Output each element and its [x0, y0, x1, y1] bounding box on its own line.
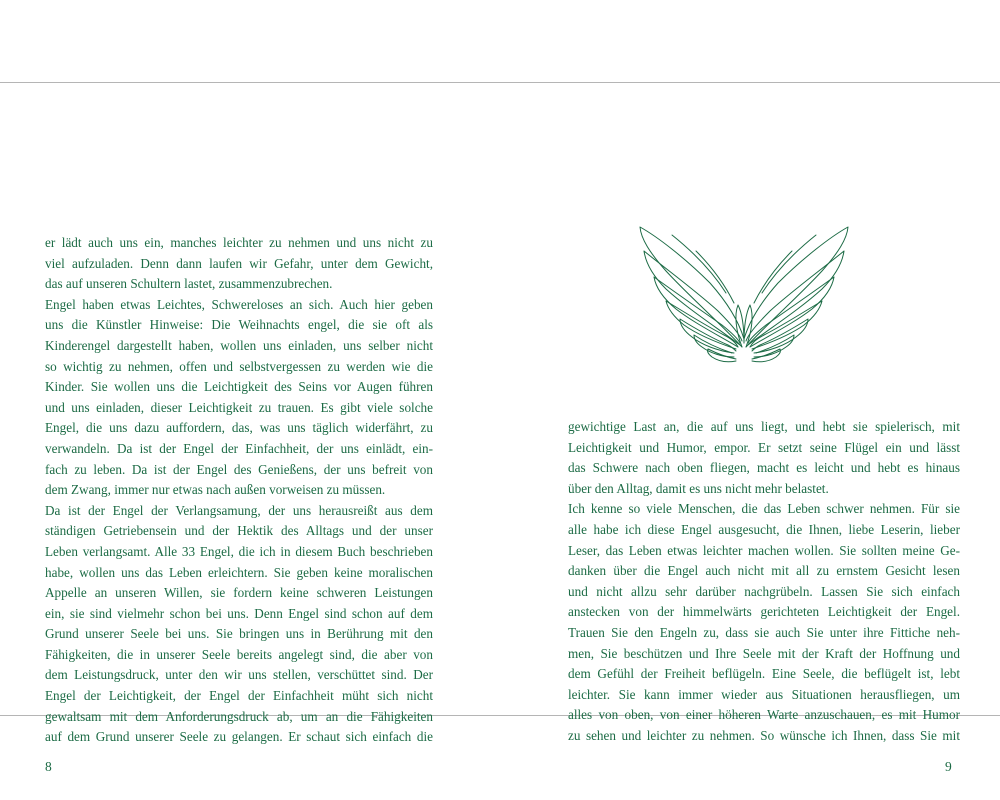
text-line: und uns einladen, dieser Leichtigkeit zu trauen. Es gibt viele solche — [45, 399, 433, 415]
text-line: fach zu leben. Da ist der Engel des Genießens, der uns befreit von — [45, 461, 433, 477]
text-line: gewichtige Last an, die auf uns liegt, und hebt sie spielerisch, mit — [568, 419, 960, 434]
left-page-body-text — [45, 233, 433, 748]
text-line: Grund unserer Seele bei uns. Sie bringen uns in Berührung mit den — [45, 626, 433, 642]
angel-wings-illustration — [636, 221, 852, 367]
left-wing-icon — [640, 227, 744, 362]
text-line: dem Zwang, immer nur etwas nach außen vorweisen zu müssen. — [45, 482, 386, 498]
text-line: habe, wollen uns das Leben erleichtern. Sie geben keine moralischen — [45, 564, 433, 580]
text-line: anstecken von der himmelwärts gerichteten Leichtigkeit der Engel. — [568, 604, 960, 620]
right-page-body-text — [568, 417, 960, 747]
text-line: uns die Künstler Hinweise: Die Weihnachts engel, die sie oft als — [45, 317, 433, 333]
text-line: Engel haben etwas Leichtes, Schwereloses an sich. Auch hier geben — [45, 296, 433, 312]
text-line: Engel der Leichtigkeit, der Engel der Einfachheit müht sich nicht — [45, 688, 433, 704]
text-line: Engel, die uns dazu auffordern, das, was uns täglich widerfährt, zu — [45, 420, 433, 436]
text-line: Kinderengel dargestellt haben, wollen uns einladen, uns selber nicht — [45, 337, 433, 353]
text-line: und nicht allzu sehr darüber nachgrübeln. Lassen Sie sich einfach — [568, 583, 960, 599]
text-line: Da ist der Engel der Verlangsamung, der uns herausreißt aus dem — [45, 502, 433, 518]
text-line: Leser, das Leben etwas leichter machen wollen. Sie sollten meine Ge- — [568, 542, 960, 558]
text-line: men, Sie beschützen und Ihre Seele mit der Kraft der Hoffnung und — [568, 645, 960, 661]
text-line: gewaltsam mit dem Anforderungsdruck ab, um an die Fähigkeiten — [45, 708, 433, 724]
book-spread — [0, 82, 1000, 774]
text-line: das Schwere nach oben fliegen, macht es leicht und hebt es hinaus — [568, 460, 960, 476]
text-line: Trauen Sie den Engeln zu, dass sie auch Sie unter ihre Fittiche neh- — [568, 624, 960, 640]
text-line: auf dem Grund unserer Seele zu gelangen. Er schaut sich einfach die — [45, 729, 433, 745]
text-line: über den Alltag, damit es uns nicht mehr belastet. — [568, 480, 829, 496]
text-line: viel aufzuladen. Denn dann laufen wir Gefahr, unter dem Gewicht, — [45, 255, 433, 271]
text-line: er lädt auch uns ein, manches leichter zu nehmen und uns nicht zu — [45, 235, 433, 250]
right-page-number: 9 — [945, 759, 952, 774]
text-line: Ich kenne so viele Menschen, die das Leben schwer nehmen. Für sie — [568, 501, 960, 517]
text-line: ständigen Getriebensein und der Hektik des Alltags und der unser — [45, 523, 433, 539]
text-line: Kinder. Sie wollen uns die Leichtigkeit des Seins vor Augen führen — [45, 379, 433, 395]
text-line: Leichtigkeit und Humor, empor. Er setzt seine Flügel ein und lässt — [568, 439, 960, 455]
text-line: leichter. Sie kann immer wieder aus Situationen herausfliegen, um — [568, 686, 960, 702]
text-line: ein, sie sind vielmehr schon bei uns. Denn Engel sind schon auf dem — [45, 605, 433, 621]
text-line: alle habe ich diese Engel ausgesucht, die Ihnen, liebe Leserin, lieber — [568, 521, 960, 537]
text-line: Appelle an unseren Willen, sie fordern keine schweren Leistungen — [45, 585, 433, 601]
text-line: danken über die Engel auch nicht mit all zu ernstem Gesicht lesen — [568, 563, 960, 579]
text-line: das auf unseren Schultern lastet, zusammenzubrechen. — [45, 276, 333, 292]
text-line: alles von oben, von einer höheren Warte anzuschauen, es mit Humor — [568, 707, 960, 723]
right-wing-icon — [744, 227, 848, 362]
text-line: Fähigkeiten, die in unserer Seele bereits angelegt sind, die aber von — [45, 646, 433, 662]
left-page-number: 8 — [45, 759, 52, 774]
text-line: dem Leistungsdruck, unter den wir uns stellen, verschüttet sind. Der — [45, 667, 433, 683]
text-line: dem Gefühl der Freiheit beflügeln. Eine Seele, die beflügelt ist, lebt — [568, 666, 960, 682]
text-line: Leben verlangsamt. Alle 33 Engel, die ich in diesem Buch beschrieben — [45, 543, 433, 559]
text-line: zu sehen und leichter zu nehmen. So wünsche ich Ihnen, dass Sie mit — [568, 727, 960, 743]
text-line: verwandeln. Da ist der Engel der Einfachheit, der uns einlädt, ein- — [45, 440, 433, 456]
text-line: so wichtig zu nehmen, offen und selbstvergessen zu werden wie die — [45, 358, 433, 374]
